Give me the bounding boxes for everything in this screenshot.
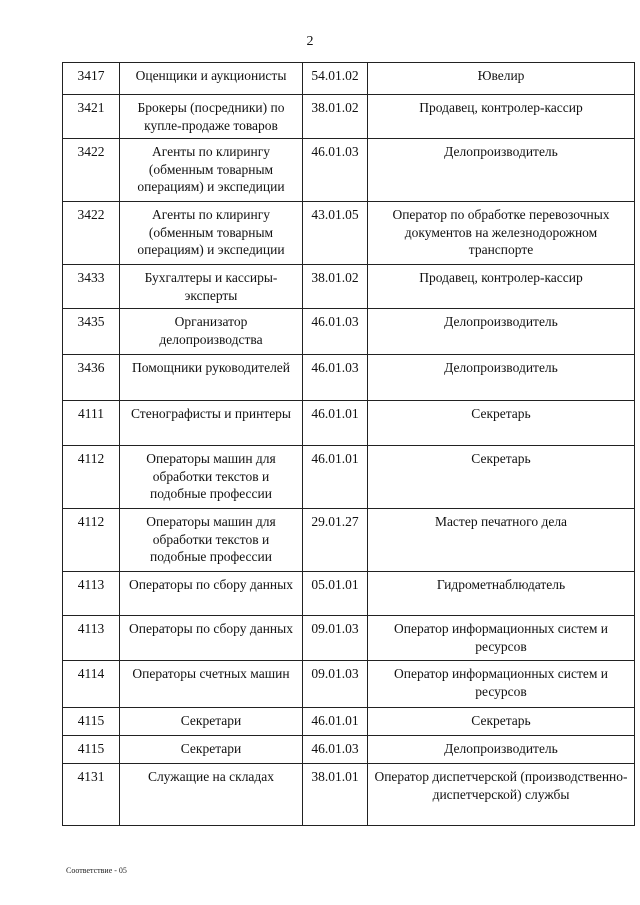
profession-code: 46.01.03	[303, 139, 368, 202]
occupation-code: 4113	[63, 616, 120, 661]
occupation-code: 3435	[63, 309, 120, 355]
occupation-code: 4112	[63, 509, 120, 572]
profession-name: Делопроизводитель	[368, 736, 635, 764]
profession-name: Делопроизводитель	[368, 309, 635, 355]
occupation-name: Операторы счетных машин	[120, 661, 303, 708]
profession-code: 05.01.01	[303, 572, 368, 616]
occupation-code: 4113	[63, 572, 120, 616]
table-row	[63, 509, 635, 572]
table-row	[63, 355, 635, 401]
table-row	[63, 202, 635, 265]
profession-code: 38.01.02	[303, 95, 368, 139]
profession-name: Секретарь	[368, 401, 635, 446]
profession-name: Мастер печатного дела	[368, 509, 635, 572]
profession-name: Оператор диспетчерской (производственно-диспетчерской) службы	[368, 764, 635, 826]
profession-code: 46.01.03	[303, 736, 368, 764]
table-row	[63, 401, 635, 446]
profession-code: 09.01.03	[303, 616, 368, 661]
profession-name: Секретарь	[368, 446, 635, 509]
profession-code: 29.01.27	[303, 509, 368, 572]
occupation-code: 4112	[63, 446, 120, 509]
occupation-name: Секретари	[120, 736, 303, 764]
occupation-name: Операторы по сбору данных	[120, 616, 303, 661]
profession-name: Гидрометнаблюдатель	[368, 572, 635, 616]
profession-name: Продавец, контролер-кассир	[368, 265, 635, 309]
occupation-code: 4114	[63, 661, 120, 708]
occupation-code: 3433	[63, 265, 120, 309]
profession-code: 46.01.03	[303, 309, 368, 355]
profession-name: Оператор по обработке перевозочных документов на железнодорожном транспорте	[368, 202, 635, 265]
occupation-name: Операторы машин для обработки текстов и подобные профессии	[120, 509, 303, 572]
profession-name: Делопроизводитель	[368, 139, 635, 202]
occupation-name: Брокеры (посредники) по купле-продаже товаров	[120, 95, 303, 139]
occupation-code: 3421	[63, 95, 120, 139]
page-number: 2	[306, 34, 314, 49]
footer-note: Соответствие - 05	[66, 866, 127, 875]
occupation-name: Помощники руководителей	[120, 355, 303, 401]
occupation-code: 3422	[63, 139, 120, 202]
table-row	[63, 95, 635, 139]
profession-code: 46.01.01	[303, 401, 368, 446]
occupation-name: Организатор делопроизводства	[120, 309, 303, 355]
profession-code: 38.01.01	[303, 764, 368, 826]
occupation-name: Агенты по клирингу (обменным товарным операциям) и экспедиции	[120, 202, 303, 265]
occupation-table	[62, 62, 635, 826]
profession-code: 46.01.03	[303, 355, 368, 401]
table-row	[63, 736, 635, 764]
occupation-code: 3436	[63, 355, 120, 401]
profession-code: 38.01.02	[303, 265, 368, 309]
table-row	[63, 764, 635, 826]
occupation-code: 4115	[63, 736, 120, 764]
profession-code: 46.01.01	[303, 708, 368, 736]
table-row	[63, 616, 635, 661]
profession-name: Ювелир	[368, 63, 635, 95]
occupation-name: Оценщики и аукционисты	[120, 63, 303, 95]
profession-name: Оператор информационных систем и ресурсов	[368, 661, 635, 708]
profession-code: 46.01.01	[303, 446, 368, 509]
occupation-code: 4111	[63, 401, 120, 446]
table-row	[63, 265, 635, 309]
occupation-name: Бухгалтеры и кассиры-эксперты	[120, 265, 303, 309]
table-row	[63, 661, 635, 708]
occupation-code: 3417	[63, 63, 120, 95]
occupation-code: 3422	[63, 202, 120, 265]
occupation-name: Секретари	[120, 708, 303, 736]
occupation-code: 4115	[63, 708, 120, 736]
profession-code: 54.01.02	[303, 63, 368, 95]
occupation-name: Стенографисты и принтеры	[120, 401, 303, 446]
table-row	[63, 63, 635, 95]
profession-name: Оператор информационных систем и ресурсов	[368, 616, 635, 661]
table-row	[63, 309, 635, 355]
occupation-name: Операторы по сбору данных	[120, 572, 303, 616]
table-row	[63, 572, 635, 616]
table-row	[63, 446, 635, 509]
occupation-code: 4131	[63, 764, 120, 826]
profession-name: Продавец, контролер-кассир	[368, 95, 635, 139]
occupation-name: Служащие на складах	[120, 764, 303, 826]
profession-code: 09.01.03	[303, 661, 368, 708]
profession-name: Секретарь	[368, 708, 635, 736]
occupation-name: Агенты по клирингу (обменным товарным операциям) и экспедиции	[120, 139, 303, 202]
table-row	[63, 708, 635, 736]
occupation-name: Операторы машин для обработки текстов и подобные профессии	[120, 446, 303, 509]
table-row	[63, 139, 635, 202]
profession-name: Делопроизводитель	[368, 355, 635, 401]
profession-code: 43.01.05	[303, 202, 368, 265]
